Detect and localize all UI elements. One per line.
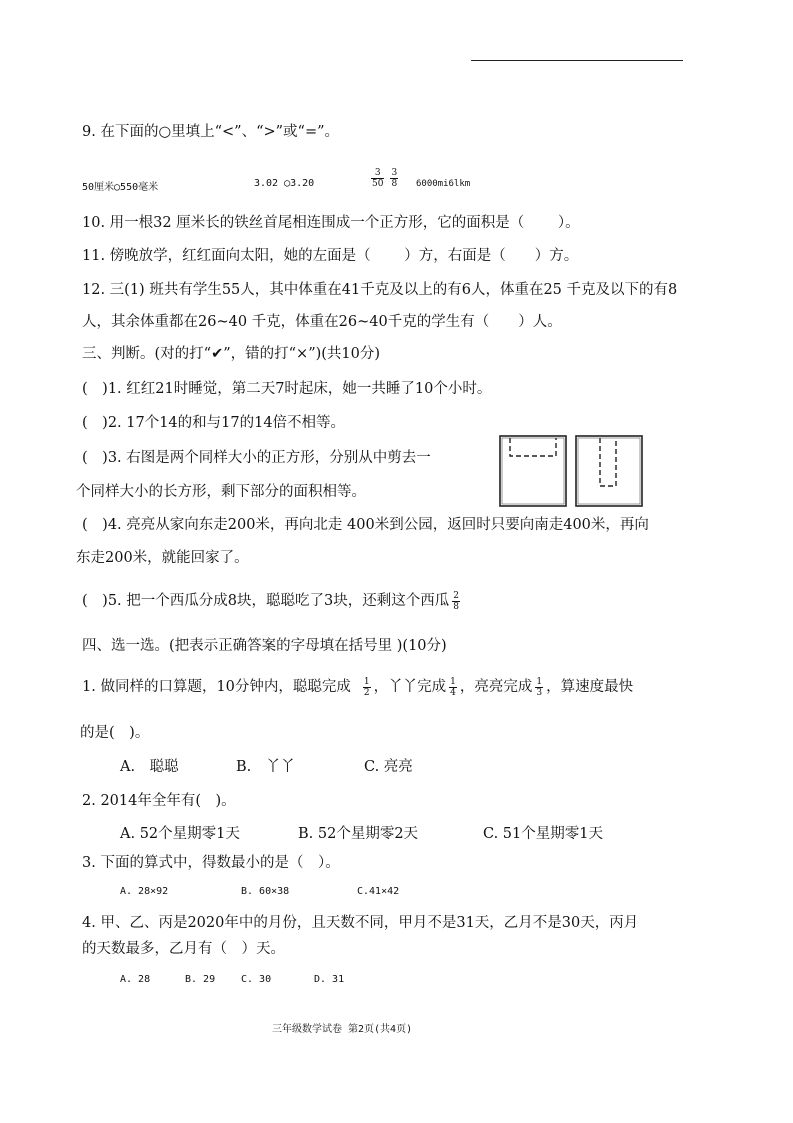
two-squares-figure: [498, 434, 646, 508]
denominator: 3: [536, 687, 543, 698]
name-line: [471, 60, 683, 61]
choice-1-text: ，丫丫完成: [373, 679, 447, 695]
choice-3: 3. 下面的算式中，得数最小的是（ ）。: [82, 855, 340, 871]
choice-2-option-a: A. 52个星期零1天: [120, 826, 240, 842]
fraction: [452, 591, 460, 612]
fraction: [390, 168, 398, 189]
left-cut-rectangle: [510, 438, 556, 456]
choice-2-option-c: C. 51个星期零1天: [483, 826, 603, 842]
fraction: [363, 677, 371, 698]
q12-line1: 12. 三(1) 班共有学生55人，其中体重在41千克及以上的有6人，体重在25 千克及以下的有8: [82, 282, 678, 298]
numerator: 2: [453, 590, 459, 601]
numerator: 1: [450, 676, 456, 687]
section4-title: 四、选一选。(把表示正确答案的字母填在括号里 )(10分): [82, 638, 447, 654]
choice-3-option-c: C.41×42: [357, 886, 400, 897]
q12-line2: 人，其余体重都在26~40 千克，体重在26~40千克的学生有（ ）人。: [82, 314, 562, 330]
numerator: 1: [363, 676, 370, 687]
numerator: 3: [371, 168, 384, 179]
choice-4-option-a: A. 28: [120, 974, 151, 985]
q9-fraction-item: [368, 168, 401, 189]
choice-4-option-d: D. 31: [314, 974, 345, 985]
choice-4-line1: 4. 甲、乙、丙是2020年中的月份，且天数不同，甲月不是31天，乙月不是30天，丙月: [82, 915, 639, 931]
q9-title: 9. 在下面的○里填上“<”、“>”或“=”。: [82, 124, 340, 140]
fraction: [371, 168, 384, 189]
judge-1: ( )1. 红红21时睡觉，第二天7时起床，她一共睡了10个小时。: [82, 381, 492, 397]
choice-1-line1: [82, 675, 633, 698]
choice-4-option-c: C. 30: [241, 974, 272, 985]
choice-1-text: ，亮亮完成: [459, 679, 533, 695]
section3-title: 三、判断。(对的打“✔”，错的打“×”)(共10分): [82, 346, 381, 362]
page-footer: 三年级数学试卷 第2页(共4页): [272, 1024, 413, 1035]
q11: 11. 傍晚放学，红红面向太阳，她的左面是（ ）方，右面是（ ）方。: [82, 248, 579, 264]
judge-5: [82, 589, 463, 612]
choice-1-text: ，算速度最快: [546, 679, 634, 695]
left-square-inner: [502, 438, 564, 504]
choice-1-option-b: B. 丫丫: [236, 759, 295, 775]
q10: 10. 用一根32 厘米长的铁丝首尾相连围成一个正方形，它的面积是（ ）。: [82, 215, 580, 231]
judge-5-text: ( )5. 把一个西瓜分成8块，聪聪吃了3块，还剩这个西瓜: [82, 593, 450, 609]
denominator: 4: [450, 687, 456, 698]
right-cut-rectangle: [600, 438, 616, 486]
judge-3-line2: 个同样大小的长方形，剩下部分的面积相等。: [76, 484, 366, 500]
denominator: 2: [363, 687, 370, 698]
choice-1-line2: 的是( )。: [80, 725, 150, 741]
right-square-inner: [578, 438, 640, 504]
choice-2-option-b: B. 52个星期零2天: [298, 826, 419, 842]
choice-1-text: 1. 做同样的口算题，10分钟内，聪聪完成: [82, 679, 351, 695]
right-square: [576, 436, 642, 506]
denominator: 8: [391, 179, 398, 189]
numerator: 1: [536, 676, 543, 687]
denominator: 8: [453, 601, 459, 612]
fraction: [535, 677, 543, 698]
numerator: 3: [391, 168, 398, 178]
fraction: [449, 677, 457, 698]
choice-1-option-c: C. 亮亮: [364, 759, 413, 775]
choice-3-option-b: B. 60×38: [241, 886, 290, 897]
choice-1-option-a: A. 聪聪: [120, 759, 179, 775]
choice-2: 2. 2014年全年有( )。: [82, 793, 236, 809]
choice-4-option-b: B. 29: [185, 974, 216, 985]
q9-item-1: 50厘米◯550毫米: [82, 182, 159, 193]
q9-item-3: 6000mi6lkm: [416, 179, 471, 189]
q9-item-2: 3.02 ◯3.20: [254, 178, 315, 189]
choice-4-line2: 的天数最多，乙月有（ ）天。: [82, 941, 285, 957]
judge-4-line2: 东走200米，就能回家了。: [76, 550, 249, 566]
choice-3-option-a: A. 28×92: [120, 886, 169, 897]
judge-2: ( )2. 17个14的和与17的14倍不相等。: [82, 415, 346, 431]
judge-3-line1: ( )3. 右图是两个同样大小的正方形，分别从中剪去一: [82, 450, 431, 466]
judge-4-line1: ( )4. 亮亮从家向东走200米，再向北走 400米到公园，返回时只要向南走400米，再向: [82, 517, 649, 533]
denominator: 50: [372, 179, 384, 189]
